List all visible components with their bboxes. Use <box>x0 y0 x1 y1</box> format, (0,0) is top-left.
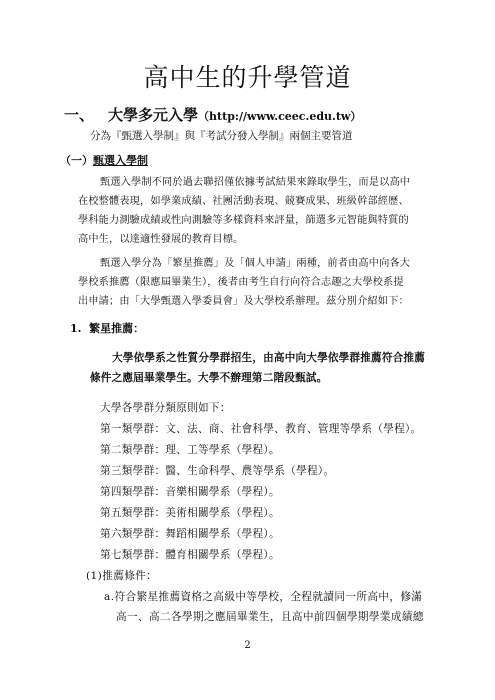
conditions-heading: (1)推薦條件： <box>86 570 158 582</box>
item-number: 1. <box>70 322 82 335</box>
subsection-title: 甄選入學制 <box>93 154 148 167</box>
page-number: 2 <box>244 640 251 651</box>
section-number: 一、 <box>64 106 95 124</box>
section-url: （http://www.ceec.edu.tw） <box>198 110 362 123</box>
group-item: 第二類學群：理、工等學系（學程）。 <box>100 444 280 456</box>
group-item: 第七類學群：體育相關學系（學程）。 <box>100 549 280 561</box>
group-item: 第一類學群：文、法、商、社會科學、教育、管理等學系（學程）。 <box>100 423 422 435</box>
group-item: 第四類學群：音樂相關學系（學程）。 <box>100 486 280 498</box>
para2-line: 學校系推薦（限應屆畢業生），後者由考生自行向符合志趣之大學校系提 <box>78 277 404 288</box>
page-title: 高中生的升學管道 <box>143 63 352 92</box>
item-heading <box>70 320 144 336</box>
para1-line: 學科能力測驗成績或性向測驗等多樣資料來評量，篩選多元智能與特質的 <box>78 215 409 226</box>
para1-line: 甄選入學制不同於過去聯招僅依據考試結果來錄取學生，而是以高中 <box>100 177 411 188</box>
section-subtitle: 分為『甄選入學制』與『考試分發入學制』兩個主要管道 <box>90 130 353 142</box>
condition-a-line: a.符合繁星推薦資格之高級中等學校，全程就讀同一所高中，修滿 <box>104 591 423 603</box>
subsection-number: （一） <box>60 154 93 167</box>
para1-line: 高中生，以達適性發展的教育目標。 <box>78 234 244 245</box>
para2-line: 甄選入學分為「繁星推薦」及「個人申請」兩種，前者由高中向各大 <box>100 258 411 269</box>
group-item: 第六類學群：舞蹈相關學系（學程）。 <box>100 528 280 540</box>
group-item: 第五類學群：美術相關學系（學程）。 <box>100 507 280 519</box>
para2-line: 出申請；由「大學甄選入學委員會」及大學校系辦理。茲分別介紹如下： <box>78 296 409 307</box>
para1-line: 在校整體表現，如學業成績、社團活動表現、競賽成果、班級幹部經歷、 <box>78 196 409 207</box>
bold-para-line: 條件之應屆畢業學生。大學不辦理第二階段甄試。 <box>90 372 328 384</box>
section-title: 大學多元入學 <box>108 106 199 124</box>
groups-intro: 大學各學群分類原則如下： <box>100 402 231 414</box>
item-title: 繁星推薦： <box>89 322 145 335</box>
bold-para-line: 大學依學系之性質分學群招生，由高中向大學依學群推薦符合推薦 <box>112 352 426 364</box>
group-item: 第三類學群：醫、生命科學、農等學系（學程）。 <box>100 465 335 477</box>
condition-a-line: 高一、高二各學期之應屆畢業生，且高中前四個學期學業成績總 <box>116 611 424 623</box>
section-heading <box>64 104 361 125</box>
subsection-heading <box>60 152 148 168</box>
